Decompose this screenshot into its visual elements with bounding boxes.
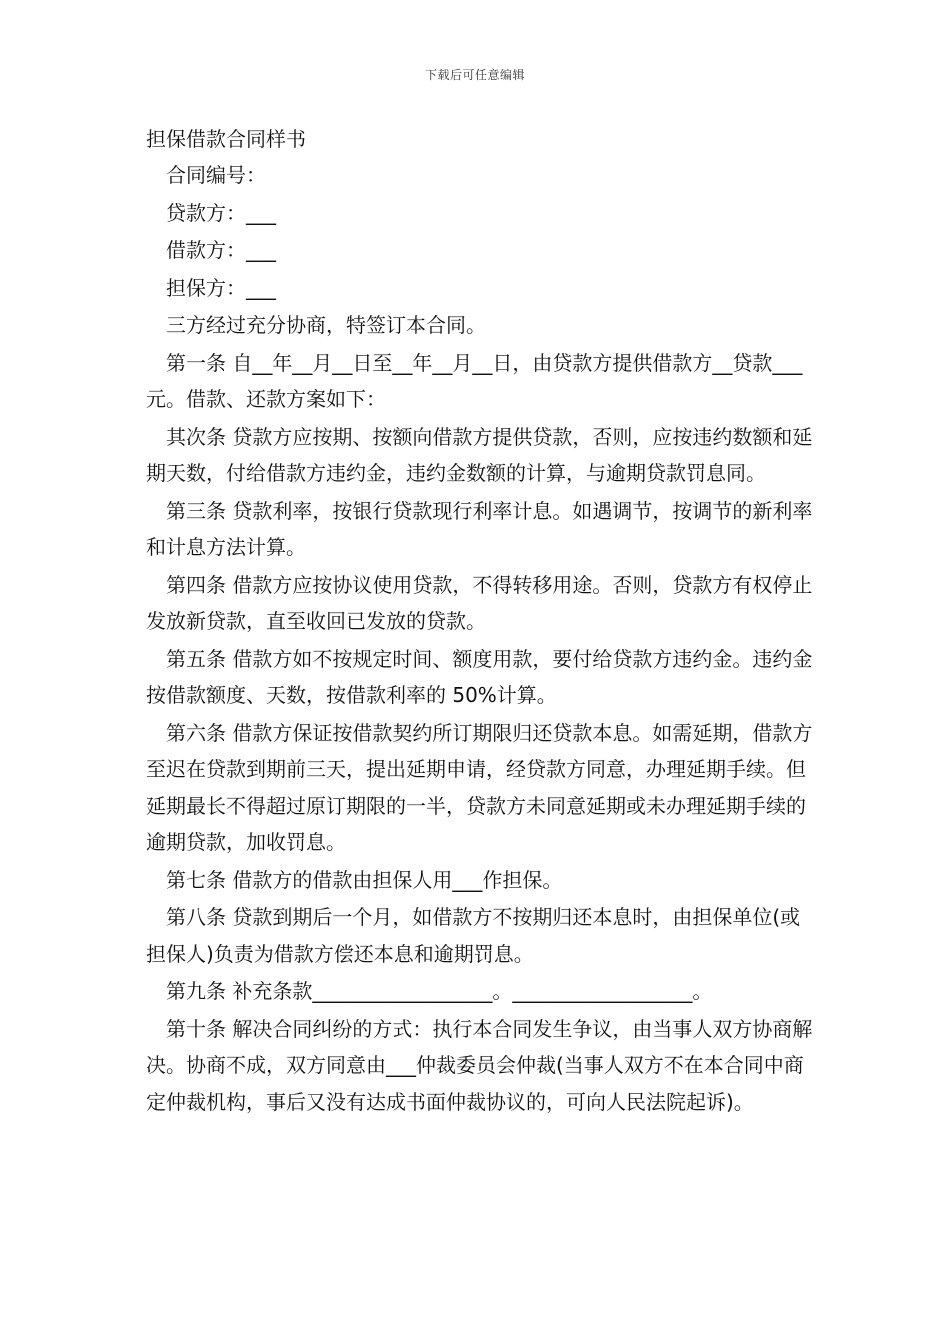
document-title: 担保借款合同样书	[146, 127, 306, 151]
contract-number-line: 合同编号：	[166, 163, 266, 187]
article-4: 第四条 借款方应按协议使用贷款，不得转移用途。否则，贷款方有权停止发放新贷款，直至收回已发放的贷款。	[146, 572, 813, 633]
article-7: 第七条 借款方的借款由担保人用___作担保。	[166, 867, 563, 892]
article-2: 其次条 贷款方应按期、按额向借款方提供贷款，否则，应按违约数额和延期天数，付给借款方违约金，违约金数额的计算，与逾期贷款罚息同。	[146, 424, 813, 485]
article-9: 第九条 补充条款__________________。__________________。	[166, 979, 713, 1003]
borrower-line: 借款方：___	[166, 238, 276, 262]
article-1: 第一条 自__年__月__日至__年__月__日，由贷款方提供借款方__贷款___元。借款、还款方案如下：	[146, 350, 803, 411]
article-6: 第六条 借款方保证按借款契约所订期限归还贷款本息。如需延期，借款方至迟在贷款到期前三天，提出延期申请，经贷款方同意，办理延期手续。但延期最长不得超过原订期限的一半，贷款方未同意延期或未办理延期手续的逾期贷款，加收罚息。	[146, 720, 813, 854]
article-8: 第八条 贷款到期后一个月，如借款方不按期归还本息时，由担保单位(或担保人)负责为借款方偿还本息和逾期罚息。	[146, 905, 801, 966]
article-3: 第三条 贷款利率，按银行贷款现行利率计息。如遇调节，按调节的新利率和计息方法计算。	[146, 498, 813, 559]
article-5: 第五条 借款方如不按规定时间、额度用款，要付给贷款方违约金。违约金按借款额度、天数，按借款利率的 50%计算。	[146, 646, 813, 707]
intro-paragraph: 三方经过充分协商，特签订本合同。	[166, 313, 486, 337]
guarantor-line: 担保方：___	[166, 275, 276, 300]
document-body	[146, 121, 816, 1120]
lender-line: 贷款方：___	[166, 200, 276, 225]
article-10: 第十条 解决合同纠纷的方式：执行本合同发生争议，由当事人双方协商解决。协商不成，双方同意由___仲裁委员会仲裁(当事人双方不在本合同中商定仲裁机构，事后又没有达成书面仲裁协议的，可向人民法院起诉)。	[146, 1016, 813, 1114]
page-header-note: 下载后可任意编辑	[424, 68, 525, 82]
